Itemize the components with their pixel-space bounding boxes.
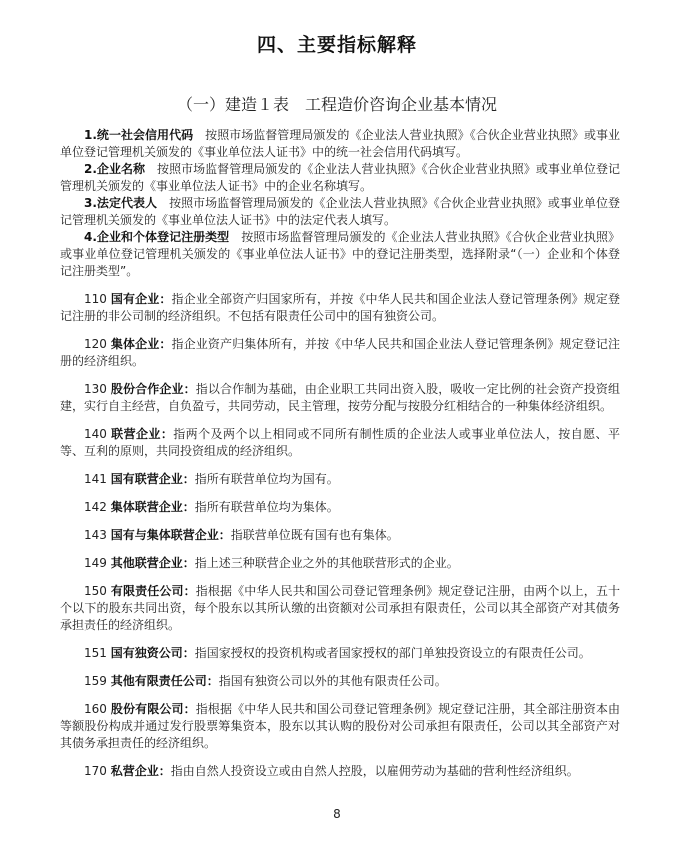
definition-text: 按照市场监督管理局颁发的《企业法人营业执照》《合伙企业营业执照》或事业单位登记管理机关颁发的《事业单位法人证书》中的统一社会信用代码填写。 bbox=[60, 128, 620, 159]
definition-term: 其他有限责任公司： bbox=[110, 674, 219, 688]
definition-text: 指根据《中华人民共和国公司登记管理条例》规定登记注册，其全部注册资本由等额股份构成并通过发行股票筹集资本，股东以其认购的股份对公司承担有限责任，公司以其全部资产对其债务承担责任的经济组织。 bbox=[60, 702, 620, 750]
type-code: 142 bbox=[84, 500, 107, 514]
definition-paragraph bbox=[60, 127, 620, 161]
definition-term: 私营企业： bbox=[110, 764, 171, 778]
type-code: 140 bbox=[84, 427, 107, 441]
definition-term: 1.统一社会信用代码 bbox=[84, 128, 194, 142]
definition-text: 指所有联营单位均为集体。 bbox=[194, 500, 339, 514]
definition-paragraph bbox=[60, 583, 620, 634]
definition-text: 指两个及两个以上相同或不同所有制性质的企业法人或事业单位法人，按自愿、平等、互利的原则，共同投资组成的经济组织。 bbox=[60, 427, 620, 458]
type-code: 130 bbox=[84, 382, 107, 396]
document-body bbox=[60, 127, 620, 780]
type-code: 150 bbox=[84, 584, 107, 598]
table-subtitle: （一）建造１表 工程造价咨询企业基本情况 bbox=[176, 95, 497, 114]
definition-term: 国有与集体联营企业： bbox=[110, 528, 231, 542]
definition-term: 其他联营企业： bbox=[110, 556, 195, 570]
definition-term: 3.法定代表人 bbox=[84, 196, 158, 210]
definition-paragraph bbox=[60, 426, 620, 460]
definition-paragraph bbox=[60, 471, 620, 488]
definition-paragraph bbox=[60, 229, 620, 280]
type-code: 143 bbox=[84, 528, 107, 542]
definition-paragraph bbox=[60, 701, 620, 752]
definition-term: 联营企业： bbox=[111, 427, 174, 441]
definition-text: 指企业全部资产归国家所有，并按《中华人民共和国企业法人登记管理条例》规定登记注册的非公司制的经济组织。不包括有限责任公司中的国有独资公司。 bbox=[60, 292, 620, 323]
definition-term: 集体联营企业： bbox=[110, 500, 195, 514]
definition-text: 指以合作制为基础，由企业职工共同出资入股，吸收一定比例的社会资产投资组建，实行自主经营，自负盈亏，共同劳动，民主管理，按劳分配与按股分红相结合的一种集体经济组织。 bbox=[60, 382, 620, 413]
definition-paragraph bbox=[60, 499, 620, 516]
type-code: 160 bbox=[84, 702, 107, 716]
definition-text: 指联营单位既有国有也有集体。 bbox=[230, 528, 399, 542]
definition-text: 指根据《中华人民共和国公司登记管理条例》规定登记注册，由两个以上，五十个以下的股东共同出资，每个股东以其所认缴的出资额对公司承担有限责任，公司以其全部资产对其债务承担责任的经济组织。 bbox=[60, 584, 620, 632]
definition-text: 指上述三种联营企业之外的其他联营形式的企业。 bbox=[194, 556, 459, 570]
definition-term: 股份有限公司： bbox=[110, 702, 196, 716]
section-title: 四、主要指标解释 bbox=[256, 34, 417, 56]
type-code: 170 bbox=[84, 764, 107, 778]
type-code: 149 bbox=[84, 556, 107, 570]
definition-paragraph bbox=[60, 336, 620, 370]
definition-paragraph bbox=[60, 555, 620, 572]
definition-term: 国有联营企业： bbox=[110, 472, 195, 486]
definition-text: 按照市场监督管理局颁发的《企业法人营业执照》《合伙企业营业执照》或事业单位登记管理机关颁发的《事业单位法人证书》中的登记注册类型，选择附录“（一）企业和个体登记注册类型”。 bbox=[60, 230, 620, 278]
type-code: 151 bbox=[84, 646, 107, 660]
definition-text: 指所有联营单位均为国有。 bbox=[194, 472, 339, 486]
definition-paragraph bbox=[60, 645, 620, 662]
definition-paragraph bbox=[60, 195, 620, 229]
type-code: 141 bbox=[84, 472, 107, 486]
definition-text: 按照市场监督管理局颁发的《企业法人营业执照》《合伙企业营业执照》或事业单位登记管理机关颁发的《事业单位法人证书》中的法定代表人填写。 bbox=[60, 196, 620, 227]
definition-paragraph bbox=[60, 673, 620, 690]
type-code: 120 bbox=[84, 337, 107, 351]
definition-term: 国有企业： bbox=[110, 292, 172, 306]
definition-term: 集体企业： bbox=[110, 337, 172, 351]
definition-term: 国有独资公司： bbox=[110, 646, 195, 660]
definition-term: 4.企业和个体登记注册类型 bbox=[84, 230, 230, 244]
type-code: 110 bbox=[84, 292, 107, 306]
definition-term: 有限责任公司： bbox=[110, 584, 196, 598]
definition-paragraph bbox=[60, 291, 620, 325]
definition-text: 指由自然人投资设立或由自然人控股，以雇佣劳动为基础的营利性经济组织。 bbox=[170, 764, 579, 778]
definition-term: 股份合作企业： bbox=[110, 382, 196, 396]
definition-paragraph bbox=[60, 161, 620, 195]
definition-text: 指国家授权的投资机构或者国家授权的部门单独投资设立的有限责任公司。 bbox=[194, 646, 591, 660]
definition-paragraph bbox=[60, 763, 620, 780]
definition-text: 按照市场监督管理局颁发的《企业法人营业执照》《合伙企业营业执照》或事业单位登记管理机关颁发的《事业单位法人证书》中的企业名称填写。 bbox=[60, 162, 620, 193]
definition-term: 2.企业名称 bbox=[84, 162, 146, 176]
definition-text: 指国有独资公司以外的其他有限责任公司。 bbox=[218, 674, 447, 688]
definition-paragraph bbox=[60, 527, 620, 544]
definition-text: 指企业资产归集体所有，并按《中华人民共和国企业法人登记管理条例》规定登记注册的经济组织。 bbox=[60, 337, 620, 368]
type-code: 159 bbox=[84, 674, 107, 688]
page-number: 8 bbox=[333, 807, 341, 821]
definition-paragraph bbox=[60, 381, 620, 415]
